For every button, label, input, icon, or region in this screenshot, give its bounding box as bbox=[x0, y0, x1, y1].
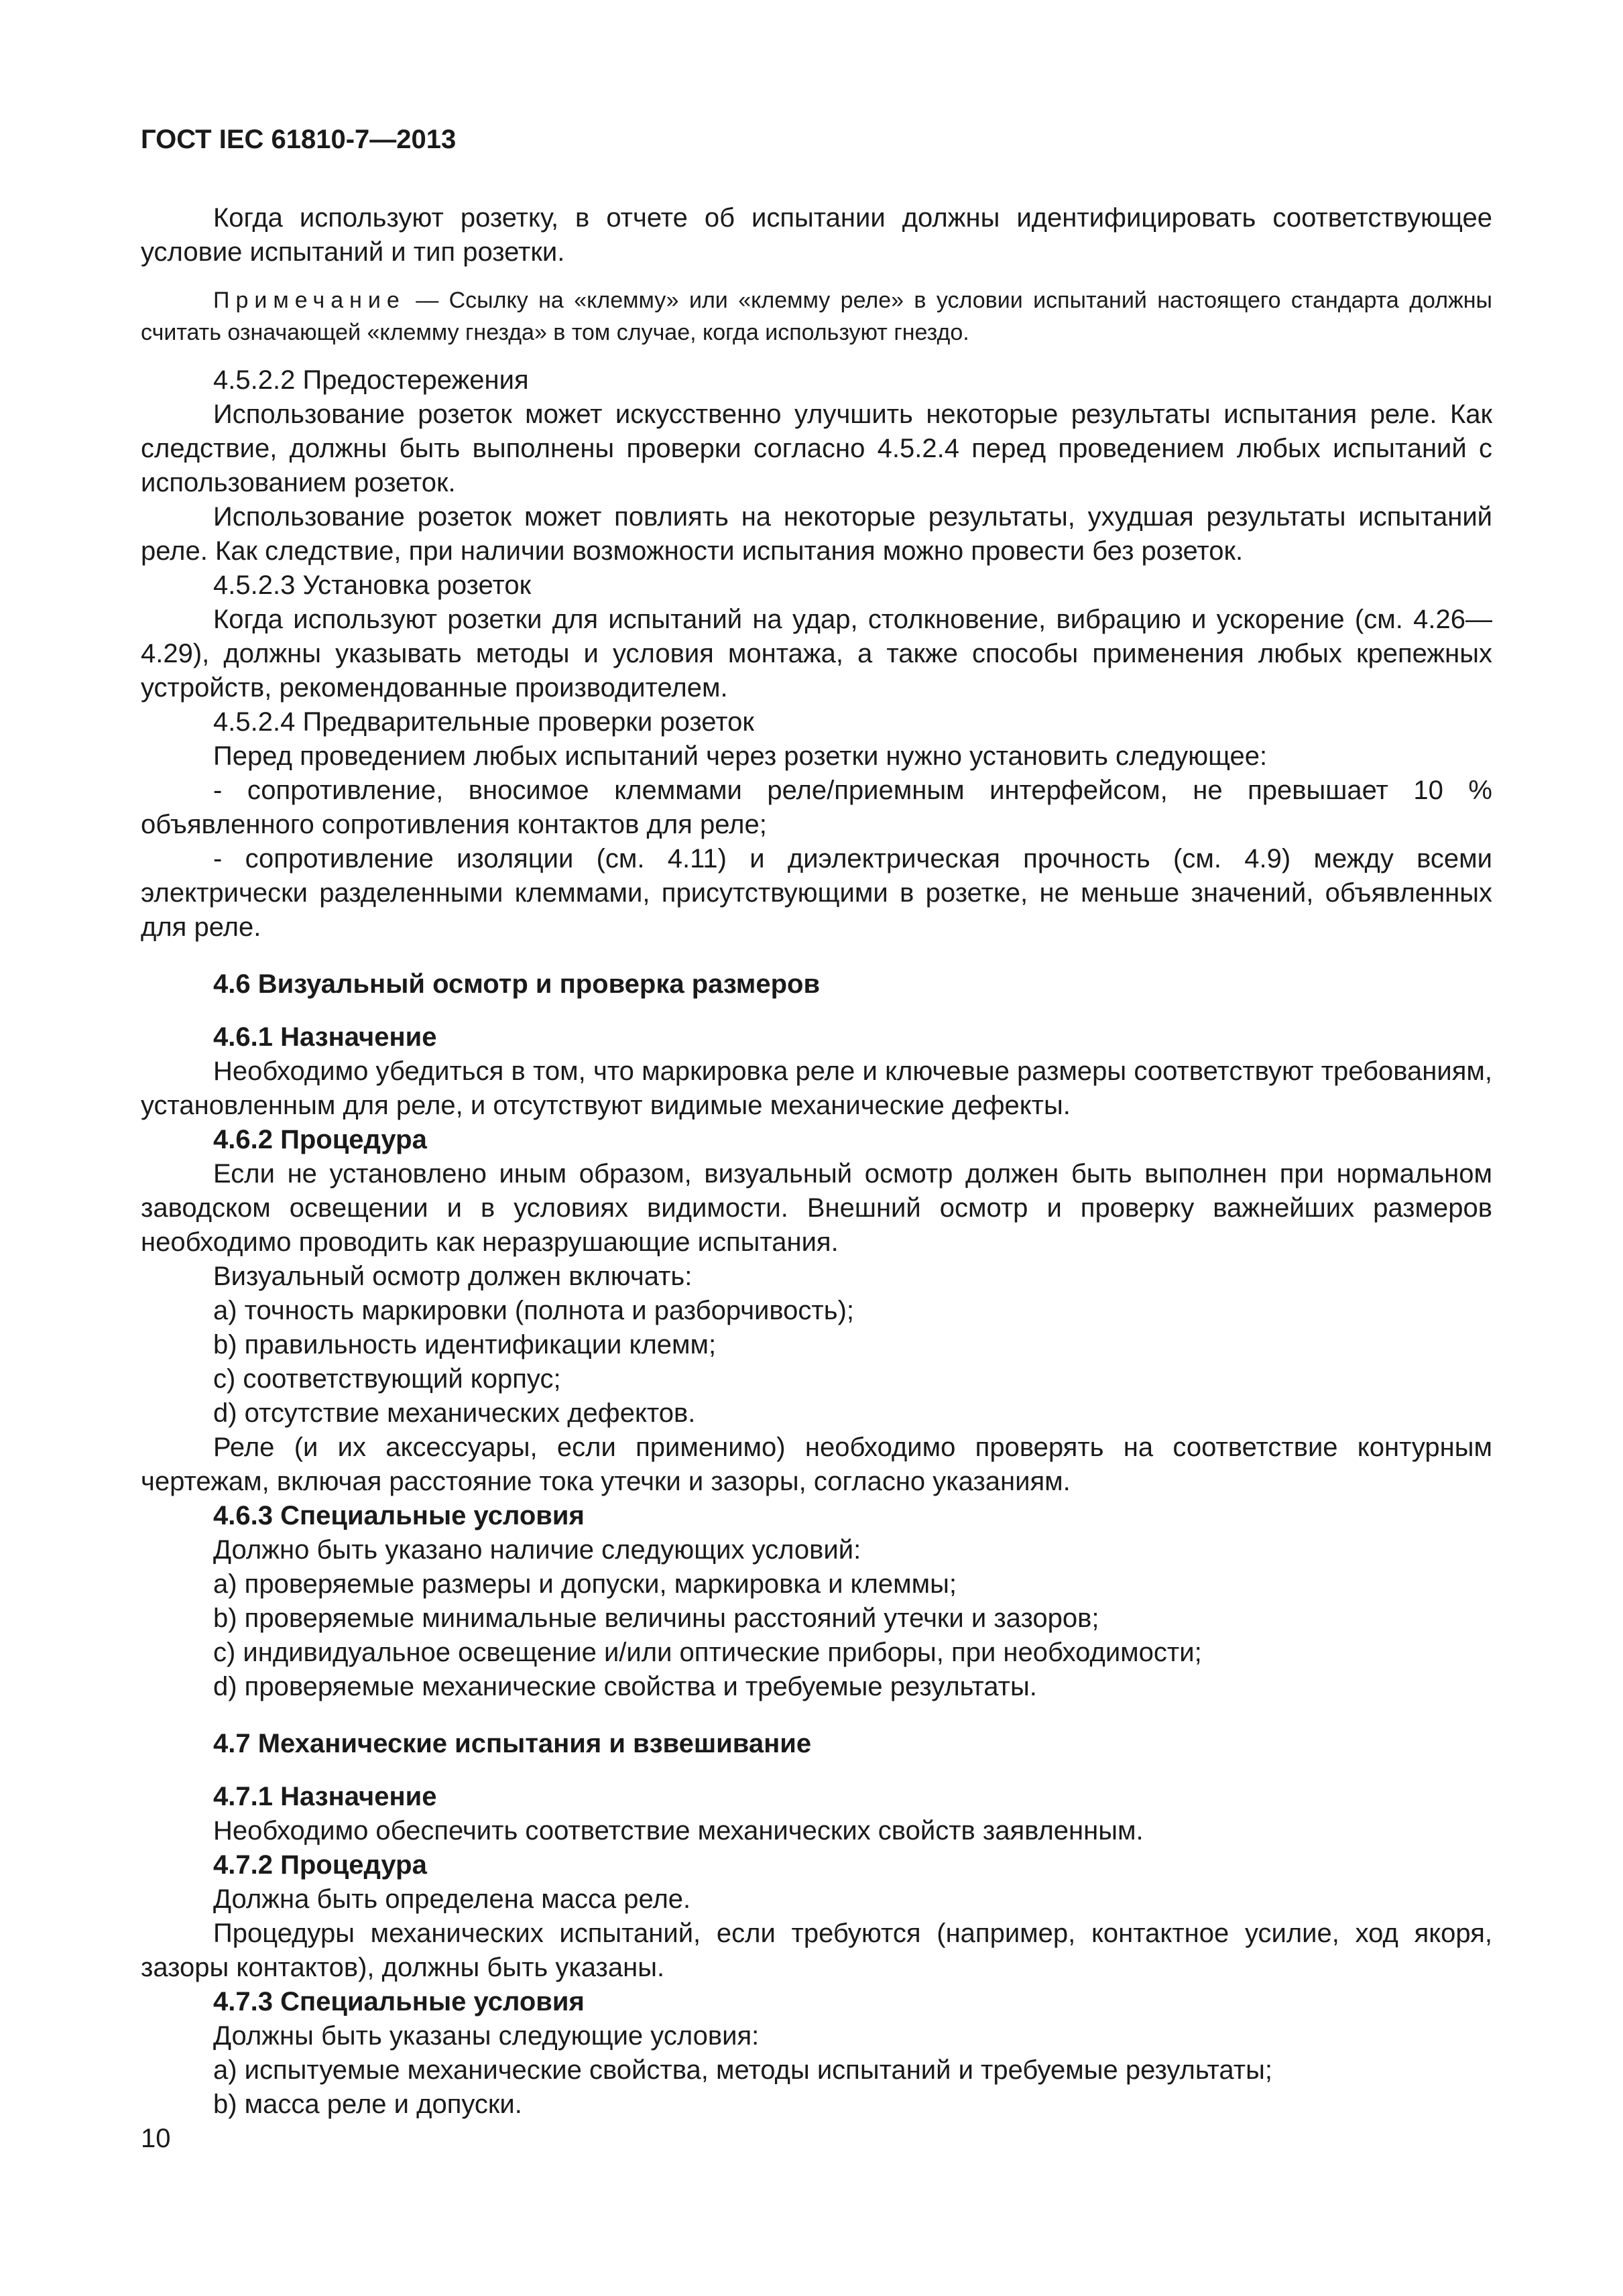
page-header: ГОСТ IEC 61810-7—2013 bbox=[141, 125, 457, 154]
note-text: — Ссылку на «клемму» или «клемму реле» в условии испытаний настоящего стандарта должны считать означающей «клемму гнезда» в том случае, когда используют гнездо. bbox=[141, 288, 1492, 345]
paragraph: Визуальный осмотр должен включать: bbox=[213, 1262, 693, 1291]
list-item: b) проверяемые минимальные величины расстояний утечки и зазоров; bbox=[213, 1604, 1099, 1633]
paragraph: Использование розеток может искусственно улучшить некоторые результаты испытания реле. Как следствие, должны быть выполнены проверки согласно 4.5.2.4 перед проведением любых испытаний с использованием розеток. bbox=[141, 400, 1492, 497]
subsection-heading: 4.6.2 Процедура bbox=[213, 1125, 427, 1154]
subsection-title: 4.5.2.4 Предварительные проверки розеток bbox=[213, 707, 754, 737]
paragraph: Должна быть определена масса реле. bbox=[213, 1884, 691, 1914]
list-item: - сопротивление, вносимое клеммами реле/приемным интерфейсом, не превышает 10 % объявленного сопротивления контактов для реле; bbox=[141, 776, 1492, 839]
paragraph: Должно быть указано наличие следующих условий: bbox=[213, 1535, 861, 1565]
paragraph: Использование розеток может повлиять на некоторые результаты, ухудшая результаты испытаний реле. Как следствие, при наличии возможности испытания можно провести без розеток. bbox=[141, 502, 1492, 566]
subsection-heading: 4.6.3 Специальные условия bbox=[213, 1501, 585, 1530]
list-item: - сопротивление изоляции (см. 4.11) и диэлектрическая прочность (см. 4.9) между всеми электрически разделенными клеммами, присутствующими в розетке, не меньше значений, объявленных для реле. bbox=[141, 844, 1492, 942]
paragraph: Должны быть указаны следующие условия: bbox=[213, 2021, 760, 2051]
list-item: b) масса реле и допуски. bbox=[213, 2090, 522, 2119]
subsection-title: 4.5.2.2 Предостережения bbox=[213, 365, 529, 395]
paragraph: Процедуры механических испытаний, если требуются (например, контактное усилие, ход якоря, зазоры контактов), должны быть указаны. bbox=[141, 1919, 1492, 1982]
page-number: 10 bbox=[141, 2124, 171, 2153]
subsection-heading: 4.7.3 Специальные условия bbox=[213, 1987, 585, 2016]
document-body bbox=[141, 201, 1492, 2122]
paragraph: Необходимо обеспечить соответствие механических свойств заявленным. bbox=[213, 1816, 1144, 1846]
paragraph: Перед проведением любых испытаний через розетки нужно установить следующее: bbox=[213, 741, 1268, 771]
list-item: c) соответствующий корпус; bbox=[213, 1364, 561, 1394]
paragraph: Необходимо убедиться в том, что маркировка реле и ключевые размеры соответствуют требованиям, установленным для реле, и отсутствуют видимые механические дефекты. bbox=[141, 1056, 1492, 1120]
paragraph: Когда используют розетки для испытаний на удар, столкновение, вибрацию и ускорение (см. 4.26—4.29), должны указывать методы и условия монтажа, а также способы применения любых крепежных устройств, рекомендованные производителем. bbox=[141, 605, 1492, 703]
list-item: b) правильность идентификации клемм; bbox=[213, 1330, 717, 1360]
list-item: d) отсутствие механических дефектов. bbox=[213, 1398, 696, 1428]
list-item: a) точность маркировки (полнота и разборчивость); bbox=[213, 1296, 855, 1325]
paragraph: Реле (и их аксессуары, если применимо) необходимо проверять на соответствие контурным чертежам, включая расстояние тока утечки и зазоры, согласно указаниям. bbox=[141, 1433, 1492, 1496]
note bbox=[141, 284, 1492, 349]
list-item: d) проверяемые механические свойства и требуемые результаты. bbox=[213, 1672, 1037, 1701]
section-heading: 4.7 Механические испытания и взвешивание bbox=[213, 1729, 812, 1758]
list-item: a) испытуемые механические свойства, методы испытаний и требуемые результаты; bbox=[213, 2055, 1272, 2085]
subsection-heading: 4.6.1 Назначение bbox=[213, 1022, 437, 1052]
subsection-heading: 4.7.1 Назначение bbox=[213, 1782, 437, 1811]
paragraph: Когда используют розетку, в отчете об испытании должны идентифицировать соответствующее условие испытаний и тип розетки. bbox=[141, 203, 1492, 267]
list-item: a) проверяемые размеры и допуски, маркировка и клеммы; bbox=[213, 1569, 957, 1599]
subsection-title: 4.5.2.3 Установка розеток bbox=[213, 570, 532, 600]
list-item: c) индивидуальное освещение и/или оптические приборы, при необходимости; bbox=[213, 1638, 1202, 1667]
paragraph: Если не установлено иным образом, визуальный осмотр должен быть выполнен при нормальном заводском освещении и в условиях видимости. Внешний осмотр и проверку важнейших размеров необходимо проводить как неразрушающие испытания. bbox=[141, 1159, 1492, 1257]
section-heading: 4.6 Визуальный осмотр и проверка размеров bbox=[213, 969, 821, 999]
note-label: Примечание bbox=[213, 288, 406, 313]
subsection-heading: 4.7.2 Процедура bbox=[213, 1850, 427, 1880]
